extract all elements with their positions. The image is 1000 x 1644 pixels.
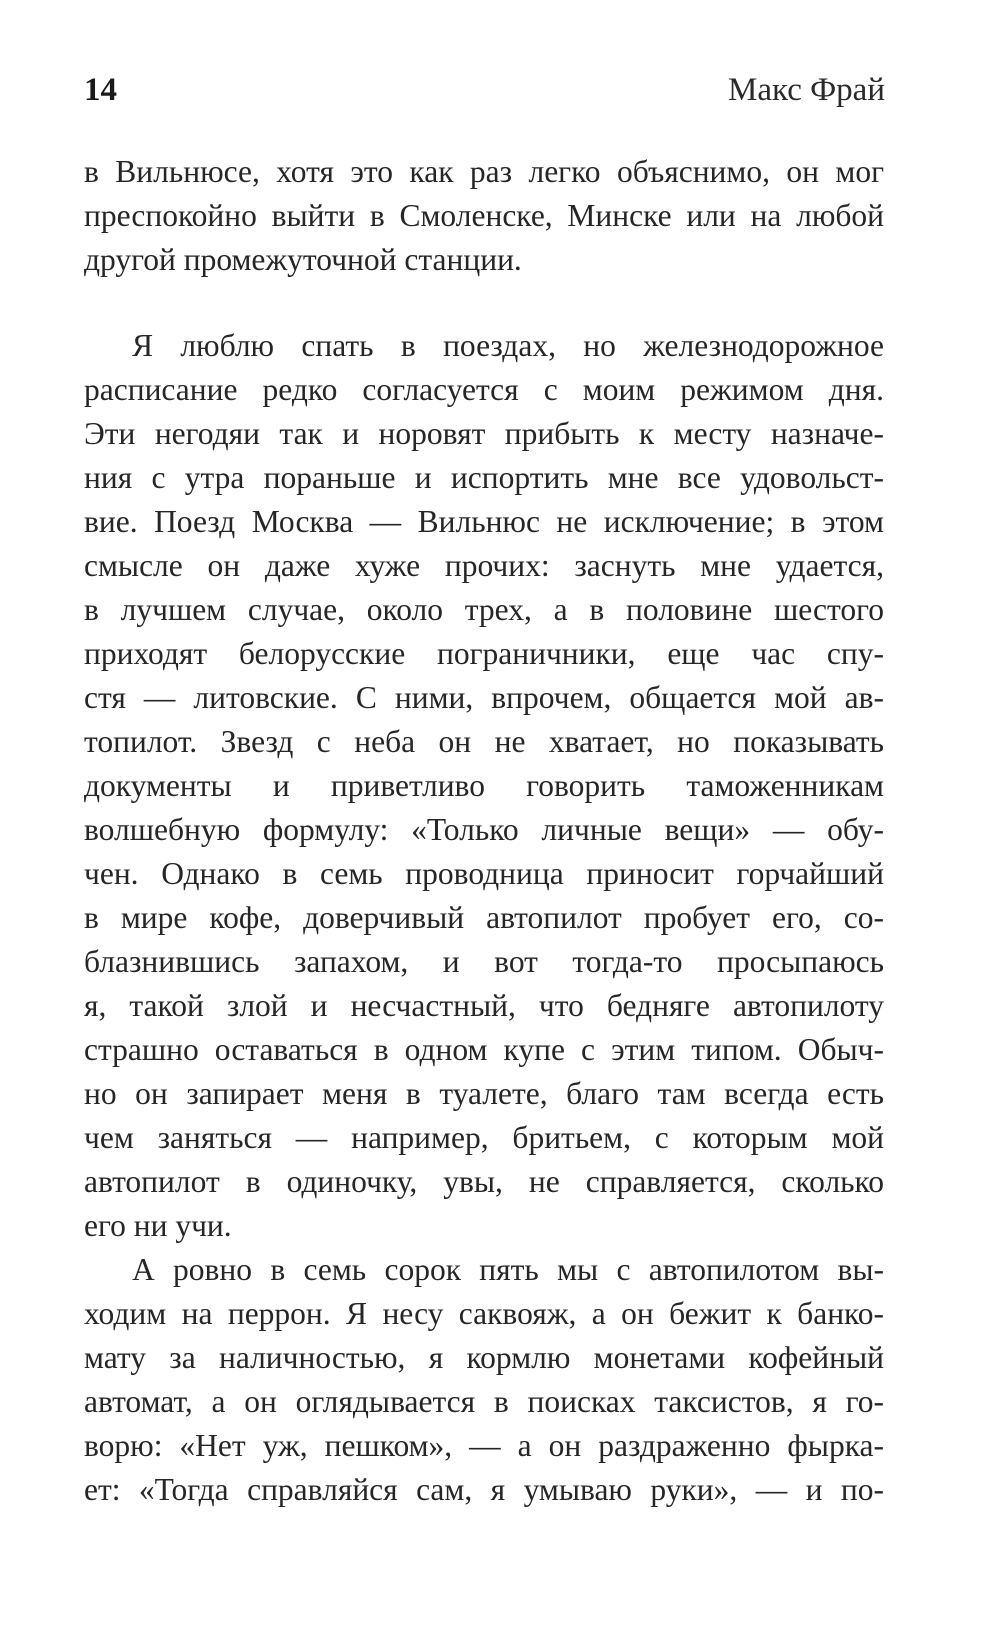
text-line: ния с утра пораньше и испортить мне все удовольст-: [84, 460, 884, 495]
text-line: документы и приветливо говорить таможенникам: [84, 768, 884, 803]
text-line: ходим на перрон. Я несу саквояж, а он бежит к банко-: [84, 1296, 884, 1331]
text-line: блазнившись запахом, и вот тогда-то просыпаюсь: [84, 944, 884, 979]
text-line: в лучшем случае, около трех, а в половине шестого: [84, 592, 884, 627]
text-line: автомат, а он оглядывается в поисках таксистов, я го-: [84, 1384, 884, 1419]
text-line: чем заняться — например, бритьем, с которым мой: [84, 1120, 884, 1155]
paragraph-3: [84, 1248, 884, 1512]
text-line: расписание редко согласуется с моим режимом дня.: [84, 372, 884, 407]
section-break: [84, 282, 884, 324]
text-line: в Вильнюсе, хотя это как раз легко объяснимо, он мог: [84, 154, 884, 189]
text-line: автопилот в одиночку, увы, не справляется, сколько: [84, 1164, 884, 1199]
text-line: в мире кофе, доверчивый автопилот пробует его, со-: [84, 900, 884, 935]
text-line: топилот. Звезд с неба он не хватает, но показывать: [84, 724, 884, 759]
text-line: его ни учи.: [84, 1208, 232, 1243]
running-title: Макс Фрай: [728, 72, 885, 108]
text-line: А ровно в семь сорок пять мы с автопилотом вы-: [132, 1252, 884, 1287]
text-line: волшебную формулу: «Только личные вещи» — обу-: [84, 812, 884, 847]
text-line: Эти негодяи так и норовят прибыть к месту назначе-: [84, 416, 884, 451]
body-text: [84, 150, 884, 1512]
text-line: но он запирает меня в туалете, благо там всегда есть: [84, 1076, 884, 1111]
paragraph-2: [84, 324, 884, 1248]
text-line: стя — литовские. С ними, впрочем, общается мой ав-: [84, 680, 884, 715]
text-line: мату за наличностью, я кормлю монетами кофейный: [84, 1340, 884, 1375]
page-number: 14: [84, 72, 117, 108]
text-line: ет: «Тогда справляйся сам, я умываю руки», — и по-: [84, 1472, 884, 1507]
text-line: чен. Однако в семь проводница приносит горчайший: [84, 856, 884, 891]
paragraph-1: [84, 150, 884, 282]
text-line: Я люблю спать в поездах, но железнодорожное: [132, 328, 884, 363]
text-line: ворю: «Нет уж, пешком», — а он раздраженно фырка-: [84, 1428, 884, 1463]
text-line: другой промежуточной станции.: [84, 242, 522, 277]
text-line: преспокойно выйти в Смоленске, Минске или на любой: [84, 198, 884, 233]
text-line: я, такой злой и несчастный, что бедняге автопилоту: [84, 988, 884, 1023]
text-line: страшно оставаться в одном купе с этим типом. Обыч-: [84, 1032, 884, 1067]
text-line: вие. Поезд Москва — Вильнюс не исключение; в этом: [84, 504, 884, 539]
page-header: [84, 72, 885, 122]
text-line: приходят белорусские пограничники, еще час спу-: [84, 636, 884, 671]
text-line: смысле он даже хуже прочих: заснуть мне удается,: [84, 548, 884, 583]
